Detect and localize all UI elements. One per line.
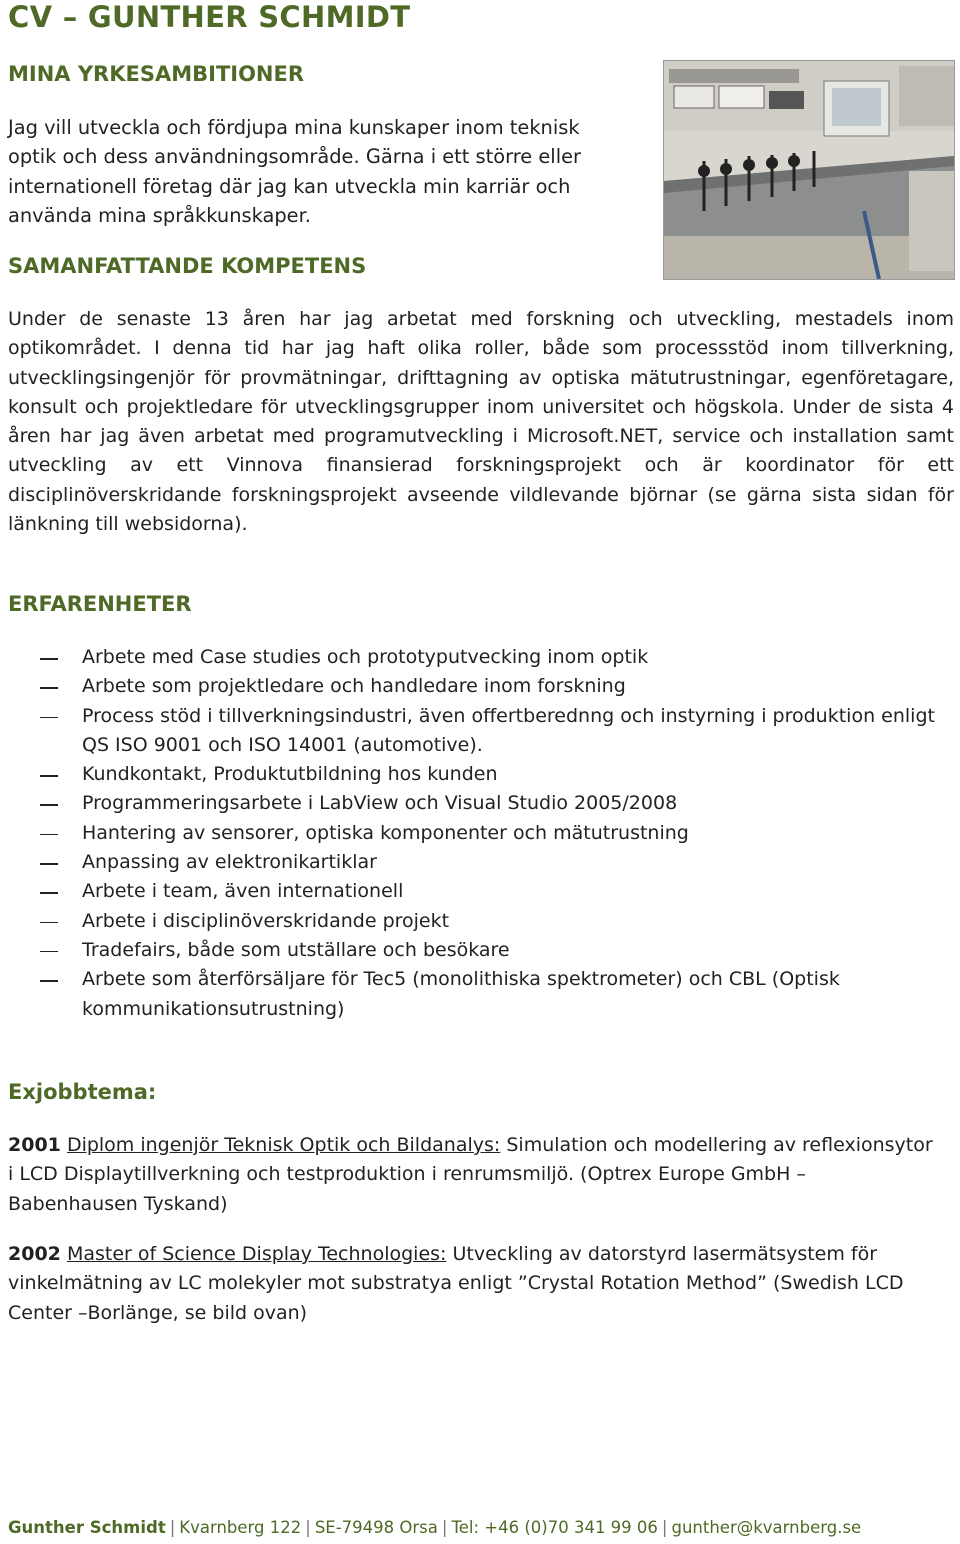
lab-bench-photo (663, 60, 955, 280)
list-item (40, 965, 940, 1024)
list-item (40, 643, 940, 672)
footer-email[interactable]: gunther@kvarnberg.se (671, 1518, 862, 1537)
footer-phone: Tel: +46 (0)70 341 99 06 (451, 1518, 658, 1537)
list-item-text: Arbete med Case studies och prototyputvecking inom optik (82, 646, 649, 668)
footer-postal: SE-79498 Orsa (314, 1518, 438, 1537)
ambitions-line: internationell företag där jag kan utveckla min karriär och (8, 174, 571, 198)
footer-separator: | (661, 1518, 668, 1537)
list-item-text: Process stöd i tillverkningsindustri, även offertberednng och instyrning i produktion enligt QS ISO 9001 och ISO 14001 (automotive). (82, 704, 935, 756)
list-item-text: Kundkontakt, Produktutbildning hos kunden (82, 763, 498, 786)
ambitions-text (8, 113, 648, 230)
experience-list (40, 643, 940, 1024)
list-item (40, 702, 940, 761)
list-item-text: Arbete som projektledare och handledare inom forskning (82, 675, 626, 698)
list-item (40, 877, 940, 906)
list-item-text: Hantering av sensorer, optiska komponenter och mätutrustning (82, 821, 689, 844)
list-item (40, 907, 940, 936)
thesis-entry-2002 (8, 1240, 958, 1328)
footer-separator: | (169, 1518, 176, 1537)
list-item-text: Arbete i team, även internationell (82, 880, 404, 903)
summary-text: Under de senaste 13 åren har jag arbetat med forskning och utveckling, mestadels inom optikområdet. I denna tid har jag haft olika roller, både som processstöd inom tillverkning, utvecklingsingenjör för provmätningar, drifttagning av optiska mätutrustningar, egenföretagare, konsult och projektledare för utvecklingsgrupper inom universitet och högskola. Under de sista 4 åren har jag även arbetat med programutveckling i Microsoft.NET, service och installation samt utveckling av ett Vinnova finansierad forskningsprojekt och är koordinator för ett disciplinöverskridande forskningsprojekt avseende vildlevande björnar (se gärna sista sidan för länkning till websidorna). (8, 308, 954, 536)
ambitions-line: använda mina språkkunskaper. (8, 203, 311, 227)
list-item (40, 848, 940, 877)
list-item (40, 789, 940, 818)
thesis-degree: Master of Science Display Technologies: (66, 1243, 447, 1265)
footer-name: Gunther Schmidt (8, 1518, 166, 1537)
footer (8, 1518, 861, 1537)
ambitions-heading: MINA YRKESAMBITIONER (8, 62, 305, 86)
thesis-description: Simulation och modellering av reflexionsytor i LCD Displaytillverkning och testproduktion i renrumsmiljö. (Optrex Europe GmbH – Babenhausen Tyskand) (8, 1134, 933, 1215)
list-item (40, 936, 940, 965)
list-item (40, 819, 940, 848)
thesis-heading: Exjobbtema: (8, 1080, 157, 1104)
thesis-description: Utveckling av datorstyrd lasermätsystem för vinkelmätning av LC molekyler mot substratya enligt ”Crystal Rotation Method” (Swedish LCD Center –Borlänge, se bild ovan) (8, 1243, 904, 1324)
lab-bench-photo-icon (664, 61, 954, 279)
footer-separator: | (441, 1518, 448, 1537)
footer-separator: | (305, 1518, 311, 1537)
thesis-year: 2002 (8, 1243, 61, 1265)
list-item-text: Arbete som återförsäljare för Tec5 (monolithiska spektrometer) och CBL (Optisk kommunikationsutrustning) (82, 968, 840, 1020)
ambitions-line: Jag vill utveckla och fördjupa mina kunskaper inom teknisk (8, 116, 580, 139)
list-item-text: Anpassing av elektronikartiklar (82, 851, 377, 874)
thesis-degree: Diplom ingenjör Teknisk Optik och Bildanalys: (66, 1134, 501, 1156)
list-item-text: Tradefairs, både som utställare och besökare (82, 938, 510, 961)
footer-address: Kvarnberg 122 (179, 1518, 302, 1537)
list-item (40, 760, 940, 789)
page-title: CV – GUNTHER SCHMIDT (8, 0, 411, 34)
ambitions-line: optik och dess användningsområde. Gärna i ett större eller (8, 145, 581, 169)
thesis-entry-2001 (8, 1131, 938, 1219)
list-item-text: Programmeringsarbete i LabView och Visual Studio 2005/2008 (82, 792, 678, 815)
thesis-year: 2001 (8, 1134, 61, 1156)
experience-heading: ERFARENHETER (8, 592, 192, 616)
summary-heading: SAMANFATTANDE KOMPETENS (8, 254, 367, 278)
list-item (40, 672, 940, 701)
list-item-text: Arbete i disciplinöverskridande projekt (82, 909, 450, 932)
